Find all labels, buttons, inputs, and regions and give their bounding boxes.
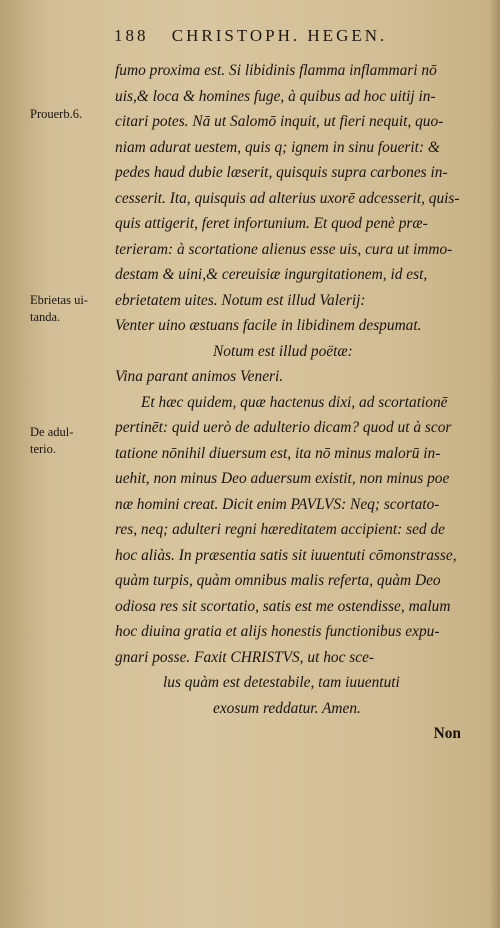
text-line: fumo proxima est. Si libidinis flamma inflammari nō [115,62,437,79]
text-line: pertinēt: quid uerò de adulterio dicam? quod ut à scor [115,419,452,436]
text-line: odiosa res sit scortatio, satis est me ostendisse, malum [115,597,451,615]
text-line: terieram: à scortatione alienus esse uis, cura ut immo- [115,240,453,258]
text-line: niam adurat uestem, quis q; ignem in sinu fouerit: & [115,138,440,156]
text-line: quàm turpis, quàm omnibus malis referta, quàm Deo [115,572,441,589]
text-line: res, neq; adulteri regni hæreditatem accipient: sed de [115,521,445,538]
text-line: quis attigerit, feret infortunium. Et quod penè præ- [115,215,428,232]
text-line: Vina parant animos Veneri. [115,368,284,385]
catchword: Non [433,725,461,742]
page-edge-shadow [490,0,500,928]
running-title: CHRISTOPH. HEGEN. [171,26,388,45]
text-line: destam & uini,& cereuisiæ ingurgitationem, id est, [115,266,428,283]
text-line: gnari posse. Faxit CHRISTVS, ut hoc sce- [115,648,375,666]
text-line: uis,& loca & homines fuge, à quibus ad hoc uitij in- [115,87,436,105]
text-line: tatione nōnihil diuersum est, ita nō minus malorū in- [115,444,441,462]
margin-note-adulterio: De adul- terio. [30,425,74,456]
text-line: uehit, non minus Deo aduersum existit, non minus poe [115,470,450,487]
text-line: cesserit. Ita, quisquis ad alterius uxorē adcesserit, quis- [115,189,460,207]
text-line: hoc aliàs. In præsentia satis sit iuuentuti cōmonstrasse, [115,546,457,564]
margin-note-proverbs: Prouerb.6. [30,107,83,121]
text-line: Et hæc quidem, quæ hactenus dixi, ad scortationē [141,393,448,411]
text-line: Venter uino æstuans facile in libidinem despumat. [115,317,422,334]
text-line: hoc diuina gratia et alijs honestis functionibus expu- [115,623,440,640]
body-text [115,58,465,747]
text-line: citari potes. Nā ut Salomō inquit, ut fieri nequit, quo- [115,113,444,130]
text-line: exosum reddatur. Amen. [213,699,361,717]
running-head [114,26,474,46]
margin-note-ebrietas: Ebrietas ui- tanda. [30,293,88,324]
text-line: Notum est illud poëtæ: [213,342,353,360]
text-line: næ homini creat. Dicit enim PAVLVS: Neq; scortato- [115,495,440,513]
text-line: lus quàm est detestabile, tam iuuentuti [163,674,400,691]
page-number: 188 [114,26,149,45]
text-line: ebrietatem uites. Notum est illud Valerij: [115,291,366,309]
text-line: pedes haud dubie læserit, quisquis supra carbones in- [115,164,448,181]
